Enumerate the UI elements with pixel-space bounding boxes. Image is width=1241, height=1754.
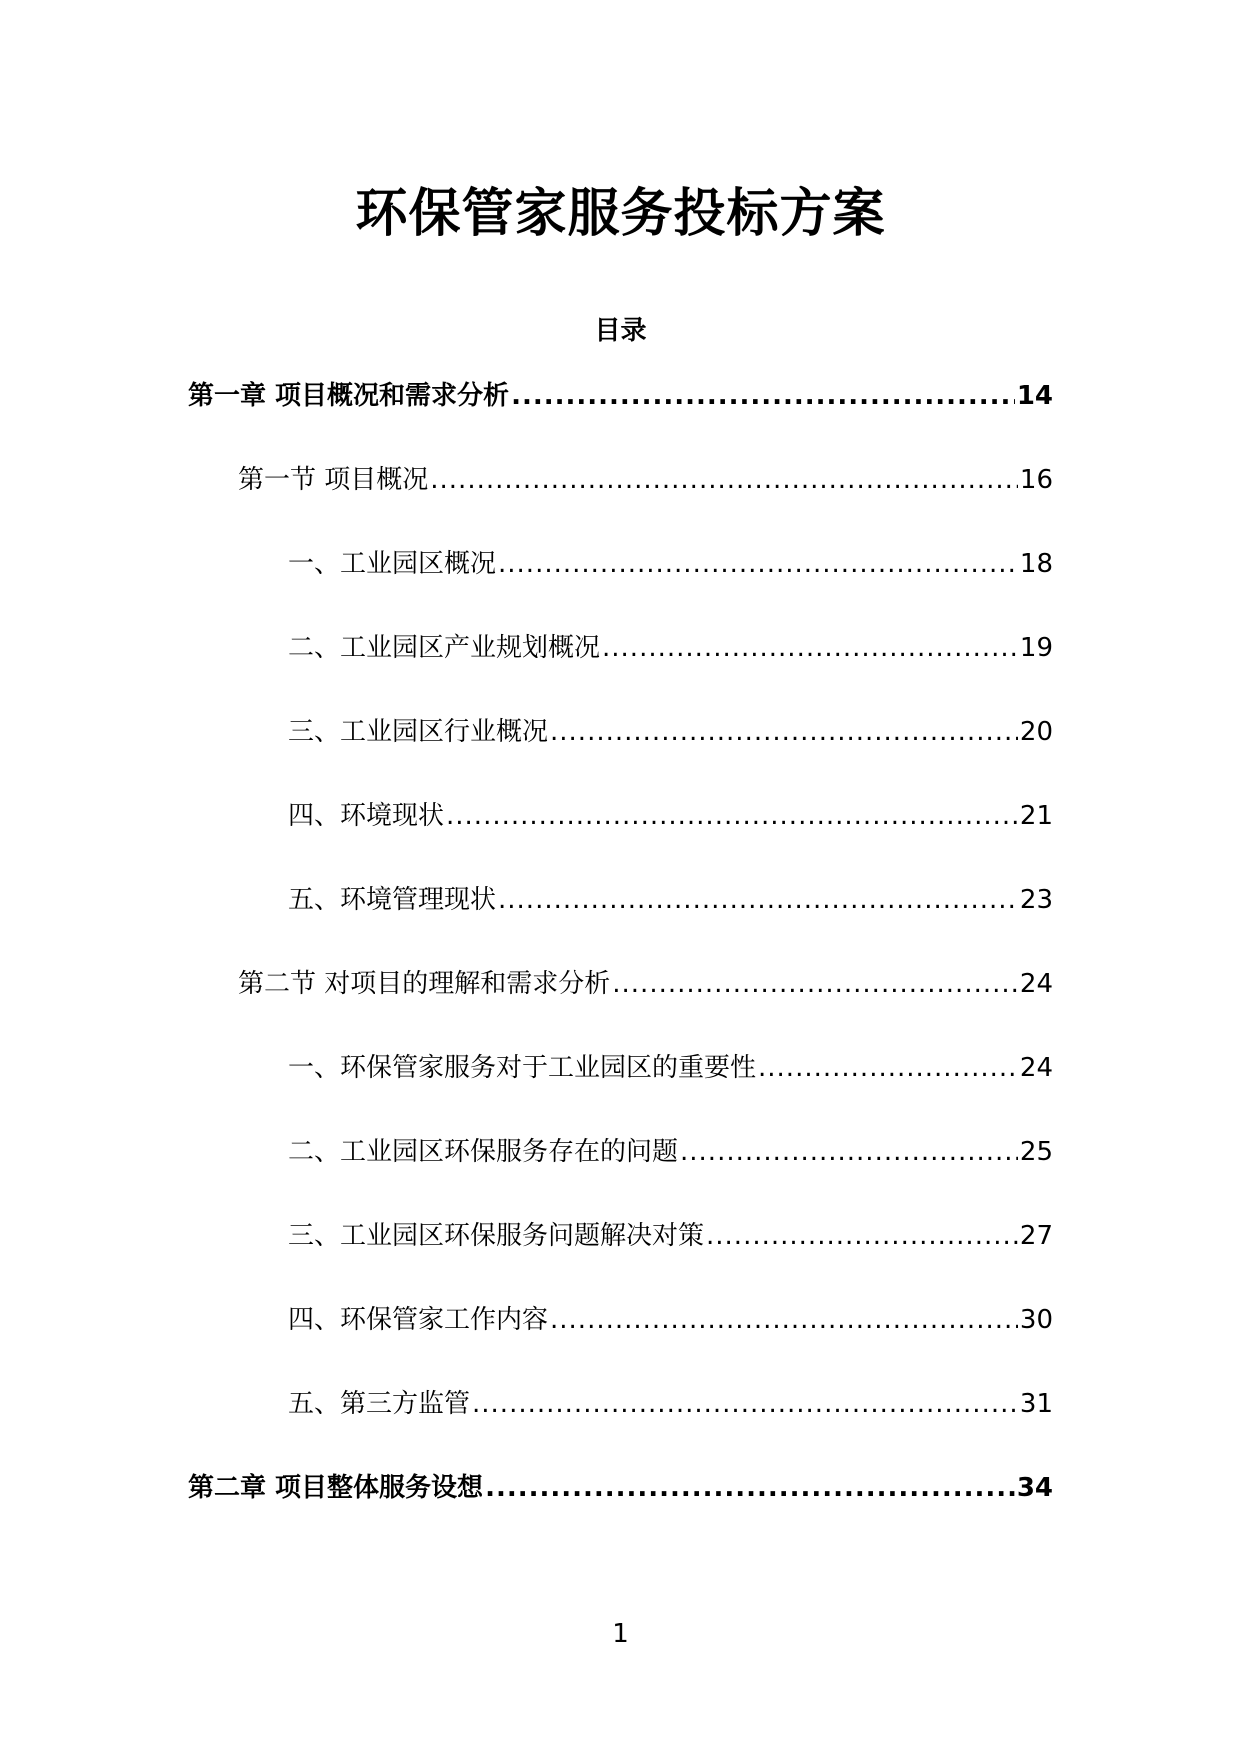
toc-entry-title: 二、工业园区环保服务存在的问题 (288, 1137, 679, 1167)
toc-dot-leader (511, 374, 1015, 418)
toc-entry-page: 30 (1019, 1305, 1053, 1335)
toc-dot-leader (602, 626, 1018, 670)
toc-dot-leader (472, 1382, 1018, 1426)
toc-entry-page: 34 (1016, 1473, 1053, 1503)
toc-entry-item[interactable] (288, 1046, 1053, 1090)
toc-entry-page: 20 (1019, 717, 1053, 747)
toc-dot-leader (446, 794, 1018, 838)
toc-entry-title: 第一节 项目概况 (238, 465, 429, 495)
toc-entry-section-1-1[interactable] (238, 458, 1053, 502)
toc-entry-title: 三、工业园区环保服务问题解决对策 (288, 1221, 705, 1251)
toc-entry-title: 三、工业园区行业概况 (288, 717, 549, 747)
toc-entry-chapter-2[interactable] (188, 1466, 1053, 1510)
toc-entry-item[interactable] (288, 1214, 1053, 1258)
toc-dot-leader (430, 458, 1018, 502)
toc-entry-item[interactable] (288, 626, 1053, 670)
toc-entry-item[interactable] (288, 1298, 1053, 1342)
toc-entry-page: 18 (1019, 549, 1053, 579)
toc-entry-item[interactable] (288, 710, 1053, 754)
toc-entry-chapter-1[interactable] (188, 374, 1053, 418)
toc-dot-leader (612, 962, 1018, 1006)
toc-dot-leader (485, 1466, 1015, 1510)
page-number: 1 (612, 1619, 629, 1649)
toc-entry-item[interactable] (288, 1130, 1053, 1174)
toc-entry-page: 16 (1019, 465, 1053, 495)
toc-entry-page: 27 (1019, 1221, 1053, 1251)
toc-entry-title: 一、环保管家服务对于工业园区的重要性 (288, 1053, 757, 1083)
toc-entry-title: 第二章 项目整体服务设想 (188, 1473, 484, 1503)
toc-entry-title: 五、第三方监管 (288, 1389, 471, 1419)
toc-dot-leader (680, 1130, 1018, 1174)
toc-entry-page: 14 (1016, 381, 1053, 411)
toc-entry-item[interactable] (288, 1382, 1053, 1426)
toc-entry-title: 二、工业园区产业规划概况 (288, 633, 601, 663)
toc-dot-leader (498, 542, 1018, 586)
toc-dot-leader (758, 1046, 1018, 1090)
toc-entry-title: 五、环境管理现状 (288, 885, 497, 915)
toc-entry-title: 四、环境现状 (288, 801, 445, 831)
toc-entry-item[interactable] (288, 878, 1053, 922)
document-title: 环保管家服务投标方案 (355, 184, 886, 244)
toc-entry-item[interactable] (288, 794, 1053, 838)
toc-entry-section-1-2[interactable] (238, 962, 1053, 1006)
toc-entry-title: 一、工业园区概况 (288, 549, 497, 579)
toc-heading: 目录 (594, 316, 647, 346)
toc-entry-page: 21 (1019, 801, 1053, 831)
toc-entry-page: 24 (1019, 969, 1053, 999)
toc-entry-title: 第一章 项目概况和需求分析 (188, 381, 510, 411)
toc-dot-leader (550, 1298, 1018, 1342)
toc-entry-page: 25 (1019, 1137, 1053, 1167)
toc-entry-title: 四、环保管家工作内容 (288, 1305, 549, 1335)
toc-entry-page: 23 (1019, 885, 1053, 915)
toc-entry-page: 24 (1019, 1053, 1053, 1083)
toc-dot-leader (550, 710, 1018, 754)
toc-entry-title: 第二节 对项目的理解和需求分析 (238, 969, 611, 999)
toc-dot-leader (706, 1214, 1018, 1258)
toc-entry-page: 31 (1019, 1389, 1053, 1419)
toc-entry-item[interactable] (288, 542, 1053, 586)
toc-dot-leader (498, 878, 1018, 922)
toc-entry-page: 19 (1019, 633, 1053, 663)
